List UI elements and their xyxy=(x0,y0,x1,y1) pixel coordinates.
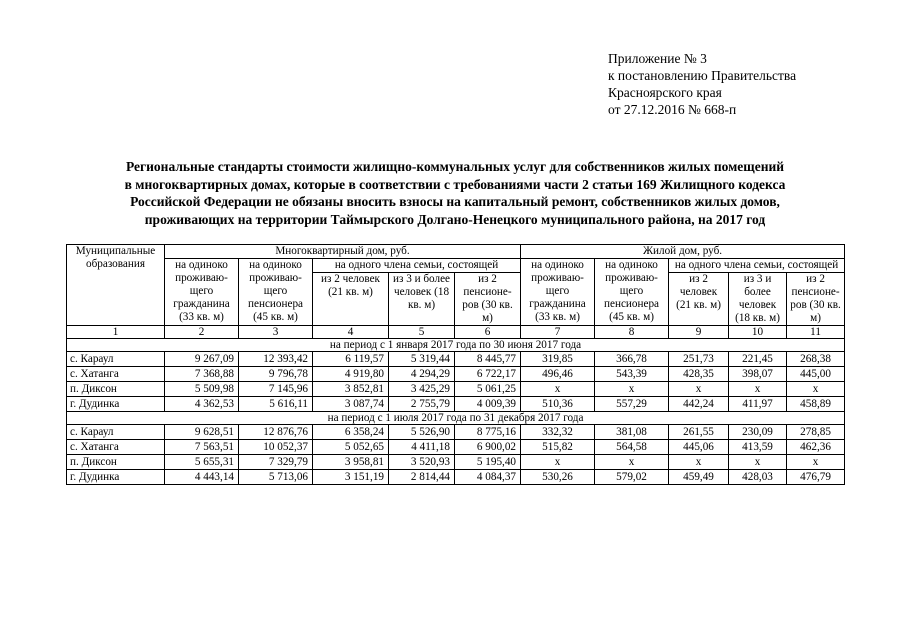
appendix-region: Красноярского края xyxy=(608,85,722,100)
value-cell: 8 445,77 xyxy=(455,352,521,367)
period-label: на период с 1 января 2017 года по 30 июня 2017 года xyxy=(67,339,845,352)
value-cell: х xyxy=(595,382,669,397)
value-cell: 4 443,14 xyxy=(165,470,239,485)
value-cell: 261,55 xyxy=(669,425,729,440)
value-cell: 319,85 xyxy=(521,352,595,367)
value-cell: 12 393,42 xyxy=(239,352,313,367)
value-cell: х xyxy=(669,455,729,470)
value-cell: 5 713,06 xyxy=(239,470,313,485)
value-cell: 381,08 xyxy=(595,425,669,440)
column-number: 7 xyxy=(521,326,595,339)
title-line: Региональные стандарты стоимости жилищно-коммунальных услуг для собственников жилых помещений xyxy=(125,159,785,174)
value-cell: 7 368,88 xyxy=(165,367,239,382)
value-cell: 4 362,53 xyxy=(165,397,239,412)
table-row xyxy=(67,425,845,440)
value-cell: 4 294,29 xyxy=(389,367,455,382)
page-footer-mark xyxy=(504,630,552,640)
column-number: 9 xyxy=(669,326,729,339)
value-cell: 7 563,51 xyxy=(165,440,239,455)
value-cell: 462,36 xyxy=(787,440,845,455)
document-title xyxy=(60,158,850,228)
title-line: проживающих на территории Таймырского Долгано-Ненецкого муниципального района, на 2017 год xyxy=(144,211,766,227)
value-cell: 411,97 xyxy=(729,397,787,412)
value-cell: х xyxy=(521,455,595,470)
column-number: 5 xyxy=(389,326,455,339)
municipality-name: г. Дудинка xyxy=(67,470,165,485)
table-row xyxy=(67,440,845,455)
value-cell: 5 319,44 xyxy=(389,352,455,367)
header-three-or-more: из 3 и более человек (18 кв. м) xyxy=(389,273,455,326)
value-cell: 2 814,44 xyxy=(389,470,455,485)
value-cell: 6 900,02 xyxy=(455,440,521,455)
header-single-citizen: на одиноко проживаю-щего гражданина (33 кв. м) xyxy=(521,259,595,326)
value-cell: 9 628,51 xyxy=(165,425,239,440)
value-cell: 251,73 xyxy=(669,352,729,367)
value-cell: 496,46 xyxy=(521,367,595,382)
header-municipalities: Муниципальные образования xyxy=(67,245,165,326)
value-cell: 7 329,79 xyxy=(239,455,313,470)
header-family-member: на одного члена семьи, состоящей xyxy=(313,259,521,273)
value-cell: 4 411,18 xyxy=(389,440,455,455)
header-two-pensioners: из 2 пенсионе-ров (30 кв. м) xyxy=(787,273,845,326)
value-cell: 510,36 xyxy=(521,397,595,412)
value-cell: 3 425,29 xyxy=(389,382,455,397)
municipality-name: с. Караул xyxy=(67,425,165,440)
value-cell: 3 520,93 xyxy=(389,455,455,470)
municipality-name: г. Дудинка xyxy=(67,397,165,412)
value-cell: 398,07 xyxy=(729,367,787,382)
value-cell: 7 145,96 xyxy=(239,382,313,397)
header-single-pensioner: на одиноко проживаю-щего пенсионера (45 кв. м) xyxy=(239,259,313,326)
period-row xyxy=(67,412,845,425)
value-cell: 579,02 xyxy=(595,470,669,485)
municipality-name: с. Хатанга xyxy=(67,440,165,455)
value-cell: 366,78 xyxy=(595,352,669,367)
value-cell: 515,82 xyxy=(521,440,595,455)
value-cell: х xyxy=(669,382,729,397)
header-single-citizen: на одиноко проживаю-щего гражданина (33 кв. м) xyxy=(165,259,239,326)
period-label: на период с 1 июля 2017 года по 31 декабря 2017 года xyxy=(67,412,845,425)
table-row xyxy=(67,470,845,485)
value-cell: 268,38 xyxy=(787,352,845,367)
header-three-or-more: из 3 и более человек (18 кв. м) xyxy=(729,273,787,326)
standards-table xyxy=(66,244,845,485)
header-family-member: на одного члена семьи, состоящей xyxy=(669,259,845,273)
value-cell: 6 722,17 xyxy=(455,367,521,382)
value-cell: 221,45 xyxy=(729,352,787,367)
title-line: в многоквартирных домах, которые в соответствии с требованиями части 2 статьи 169 Жилищного кодекса xyxy=(124,176,786,192)
value-cell: 5 052,65 xyxy=(313,440,389,455)
value-cell: 5 509,98 xyxy=(165,382,239,397)
value-cell: 3 151,19 xyxy=(313,470,389,485)
title-line: Российской Федерации не обязаны вносить взносы на капитальный ремонт, собственников жилых домов, xyxy=(130,194,780,209)
appendix-date: от 27.12.2016 № 668-п xyxy=(608,102,737,117)
value-cell: 6 358,24 xyxy=(313,425,389,440)
value-cell: 3 087,74 xyxy=(313,397,389,412)
column-number: 8 xyxy=(595,326,669,339)
header-residential-house: Жилой дом, руб. xyxy=(521,245,845,259)
column-number: 3 xyxy=(239,326,313,339)
header-two-people: из 2 человек (21 кв. м) xyxy=(313,273,389,326)
appendix-resolution: к постановлению Правительства xyxy=(608,68,797,83)
value-cell: 530,26 xyxy=(521,470,595,485)
value-cell: 3 958,81 xyxy=(313,455,389,470)
value-cell: 5 616,11 xyxy=(239,397,313,412)
value-cell: 8 775,16 xyxy=(455,425,521,440)
value-cell: 230,09 xyxy=(729,425,787,440)
column-number: 6 xyxy=(455,326,521,339)
value-cell: х xyxy=(787,382,845,397)
value-cell: х xyxy=(729,382,787,397)
table-row xyxy=(67,397,845,412)
value-cell: 5 195,40 xyxy=(455,455,521,470)
value-cell: 428,03 xyxy=(729,470,787,485)
column-number: 1 xyxy=(67,326,165,339)
table-row xyxy=(67,367,845,382)
value-cell: 332,32 xyxy=(521,425,595,440)
municipality-name: с. Хатанга xyxy=(67,367,165,382)
value-cell: 5 655,31 xyxy=(165,455,239,470)
value-cell: 445,00 xyxy=(787,367,845,382)
value-cell: х xyxy=(595,455,669,470)
value-cell: 4 084,37 xyxy=(455,470,521,485)
value-cell: 5 526,90 xyxy=(389,425,455,440)
value-cell: 413,59 xyxy=(729,440,787,455)
value-cell: 9 267,09 xyxy=(165,352,239,367)
header-single-pensioner: на одиноко проживаю-щего пенсионера (45 кв. м) xyxy=(595,259,669,326)
period-row xyxy=(67,339,845,352)
value-cell: 9 796,78 xyxy=(239,367,313,382)
value-cell: 445,06 xyxy=(669,440,729,455)
table-row xyxy=(67,382,845,397)
column-number: 10 xyxy=(729,326,787,339)
value-cell: 557,29 xyxy=(595,397,669,412)
value-cell: 5 061,25 xyxy=(455,382,521,397)
municipality-name: п. Диксон xyxy=(67,382,165,397)
value-cell: 442,24 xyxy=(669,397,729,412)
value-cell: 6 119,57 xyxy=(313,352,389,367)
value-cell: х xyxy=(787,455,845,470)
appendix-reference xyxy=(608,50,796,118)
column-number: 11 xyxy=(787,326,845,339)
appendix-number: Приложение № 3 xyxy=(608,51,707,66)
value-cell: 4 009,39 xyxy=(455,397,521,412)
column-number: 4 xyxy=(313,326,389,339)
municipality-name: с. Караул xyxy=(67,352,165,367)
value-cell: х xyxy=(521,382,595,397)
header-two-pensioners: из 2 пенсионе-ров (30 кв. м) xyxy=(455,273,521,326)
table-row xyxy=(67,455,845,470)
header-apartment-building: Многоквартирный дом, руб. xyxy=(165,245,521,259)
value-cell: 3 852,81 xyxy=(313,382,389,397)
value-cell: 476,79 xyxy=(787,470,845,485)
value-cell: 2 755,79 xyxy=(389,397,455,412)
value-cell: 459,49 xyxy=(669,470,729,485)
value-cell: 458,89 xyxy=(787,397,845,412)
column-number-row xyxy=(67,326,845,339)
value-cell: 428,35 xyxy=(669,367,729,382)
table-row xyxy=(67,352,845,367)
municipality-name: п. Диксон xyxy=(67,455,165,470)
value-cell: 10 052,37 xyxy=(239,440,313,455)
value-cell: х xyxy=(729,455,787,470)
value-cell: 543,39 xyxy=(595,367,669,382)
column-number: 2 xyxy=(165,326,239,339)
value-cell: 564,58 xyxy=(595,440,669,455)
value-cell: 12 876,76 xyxy=(239,425,313,440)
value-cell: 4 919,80 xyxy=(313,367,389,382)
value-cell: 278,85 xyxy=(787,425,845,440)
header-two-people: из 2 человек (21 кв. м) xyxy=(669,273,729,326)
